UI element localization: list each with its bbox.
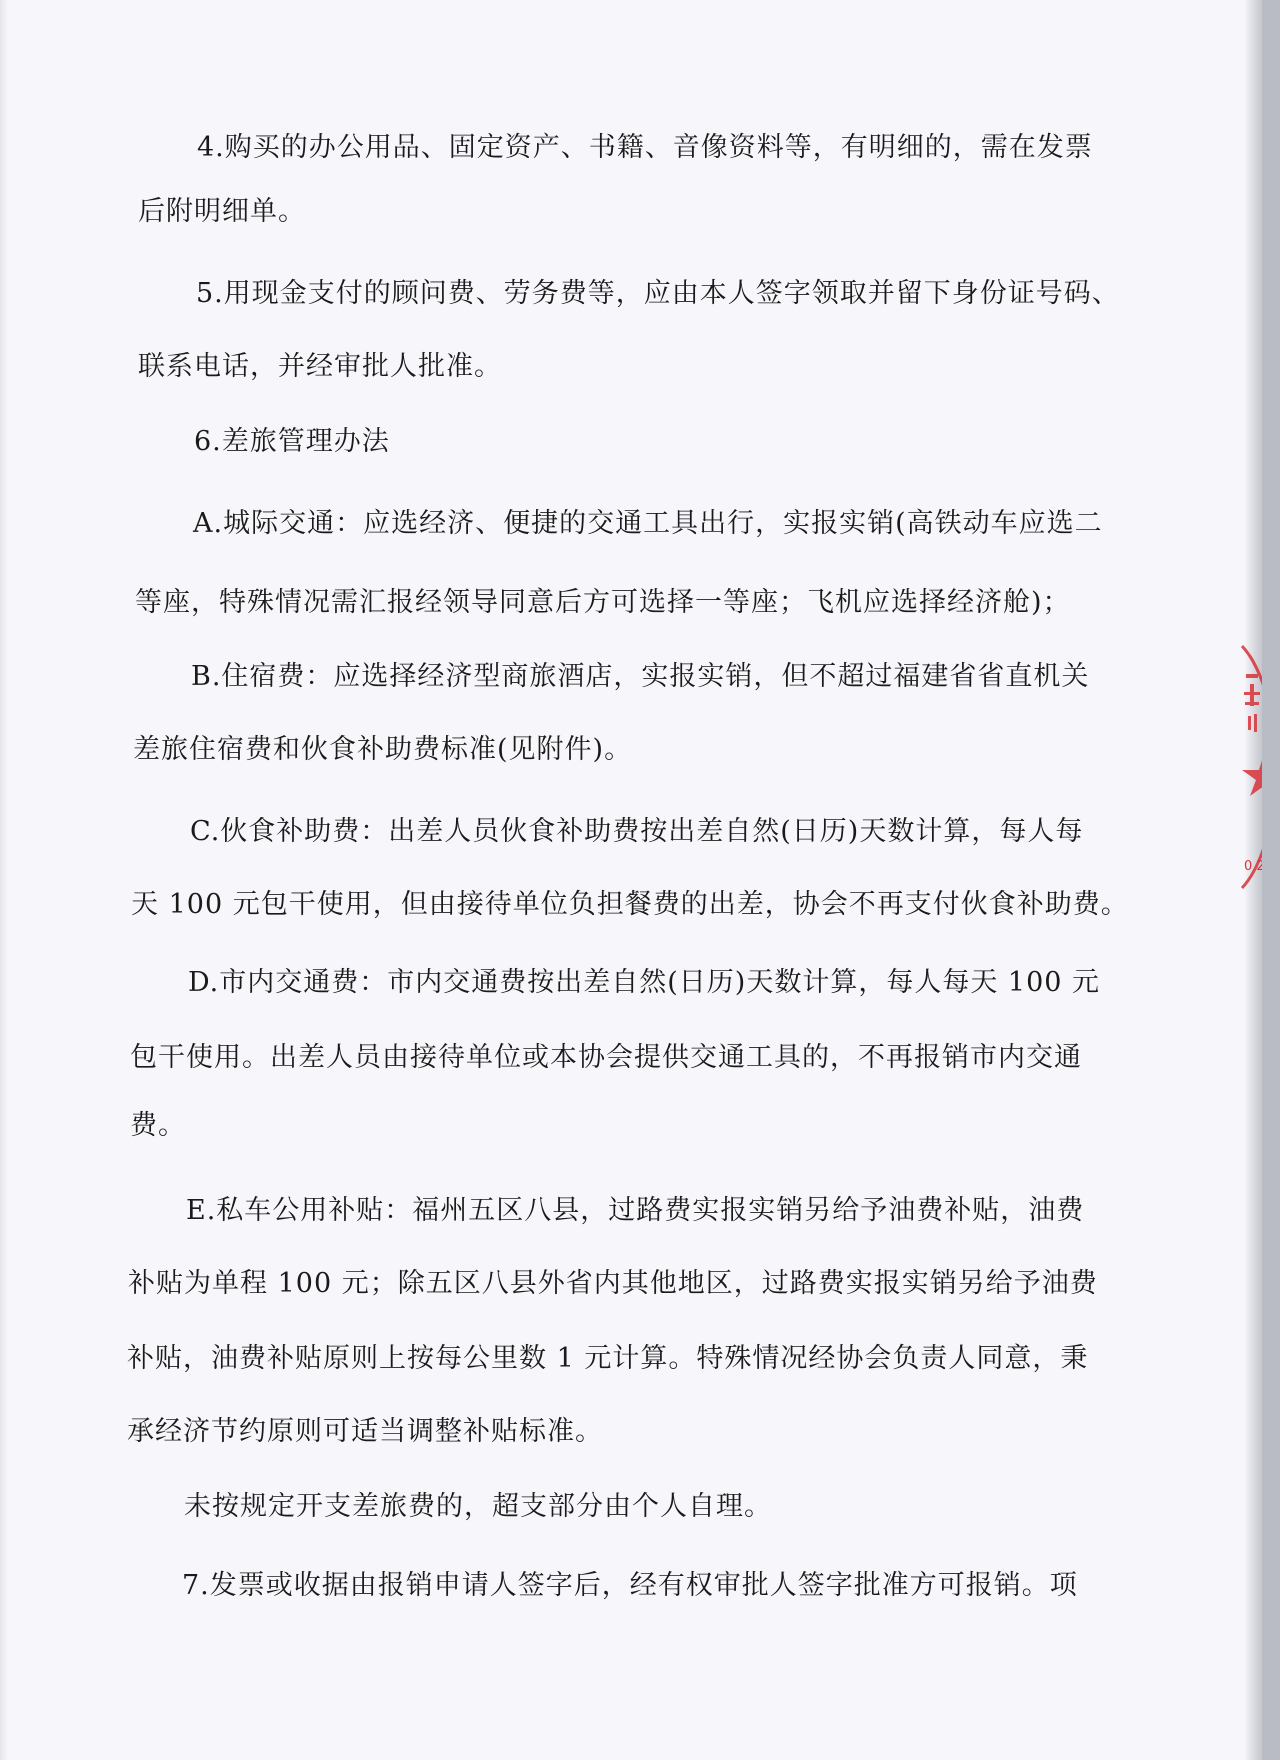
line-2: 后附明细单。: [138, 196, 306, 227]
line-9: 差旅住宿费和伙食补助费标准(见附件)。: [133, 734, 633, 765]
red-seal-stamp: [1240, 636, 1265, 898]
line-3: 5.用现金支付的顾问费、劳务费等，应由本人签字领取并留下身份证号码、: [196, 278, 1120, 309]
line-17: 补贴，油费补贴原则上按每公里数 1 元计算。特殊情况经协会负责人同意，秉: [127, 1343, 1089, 1374]
line-15: E.私车公用补贴：福州五区八县，过路费实报实销另给予油费补贴，油费: [186, 1195, 1085, 1226]
line-18: 承经济节约原则可适当调整补贴标准。: [127, 1416, 603, 1447]
line-14: 费。: [130, 1110, 186, 1141]
line-11: 天 100 元包干使用，但由接待单位负担餐费的出差，协会不再支付伙食补助费。: [131, 889, 1129, 920]
line-5: 6.差旅管理办法: [194, 426, 390, 457]
scan-edge-left: [0, 0, 8, 1760]
line-1: 4.购买的办公用品、固定资产、书籍、音像资料等，有明细的，需在发票: [197, 132, 1093, 163]
line-19: 未按规定开支差旅费的，超支部分由个人自理。: [184, 1491, 772, 1522]
line-13: 包干使用。出差人员由接待单位或本协会提供交通工具的，不再报销市内交通: [130, 1042, 1082, 1073]
stamp-fragment-text: 0 2: [1244, 859, 1265, 874]
line-20: 7.发票或收据由报销申请人签字后，经有权审批人签字批准方可报销。项: [182, 1570, 1078, 1601]
line-10: C.伙食补助费：出差人员伙食补助费按出差自然(日历)天数计算，每人每: [190, 816, 1084, 847]
line-12: D.市内交通费：市内交通费按出差自然(日历)天数计算，每人每天 100 元: [188, 967, 1101, 998]
line-4: 联系电话，并经审批人批准。: [138, 351, 502, 382]
line-6: A.城际交通：应选经济、便捷的交通工具出行，实报实销(高铁动车应选二: [193, 508, 1103, 539]
line-16: 补贴为单程 100 元；除五区八县外省内其他地区，过路费实报实销另给予油费: [128, 1268, 1098, 1299]
line-7: 等座，特殊情况需汇报经领导同意后方可选择一等座；飞机应选择经济舱)；: [135, 587, 1071, 618]
line-8: B.住宿费：应选择经济型商旅酒店，实报实销，但不超过福建省省直机关: [191, 661, 1090, 692]
